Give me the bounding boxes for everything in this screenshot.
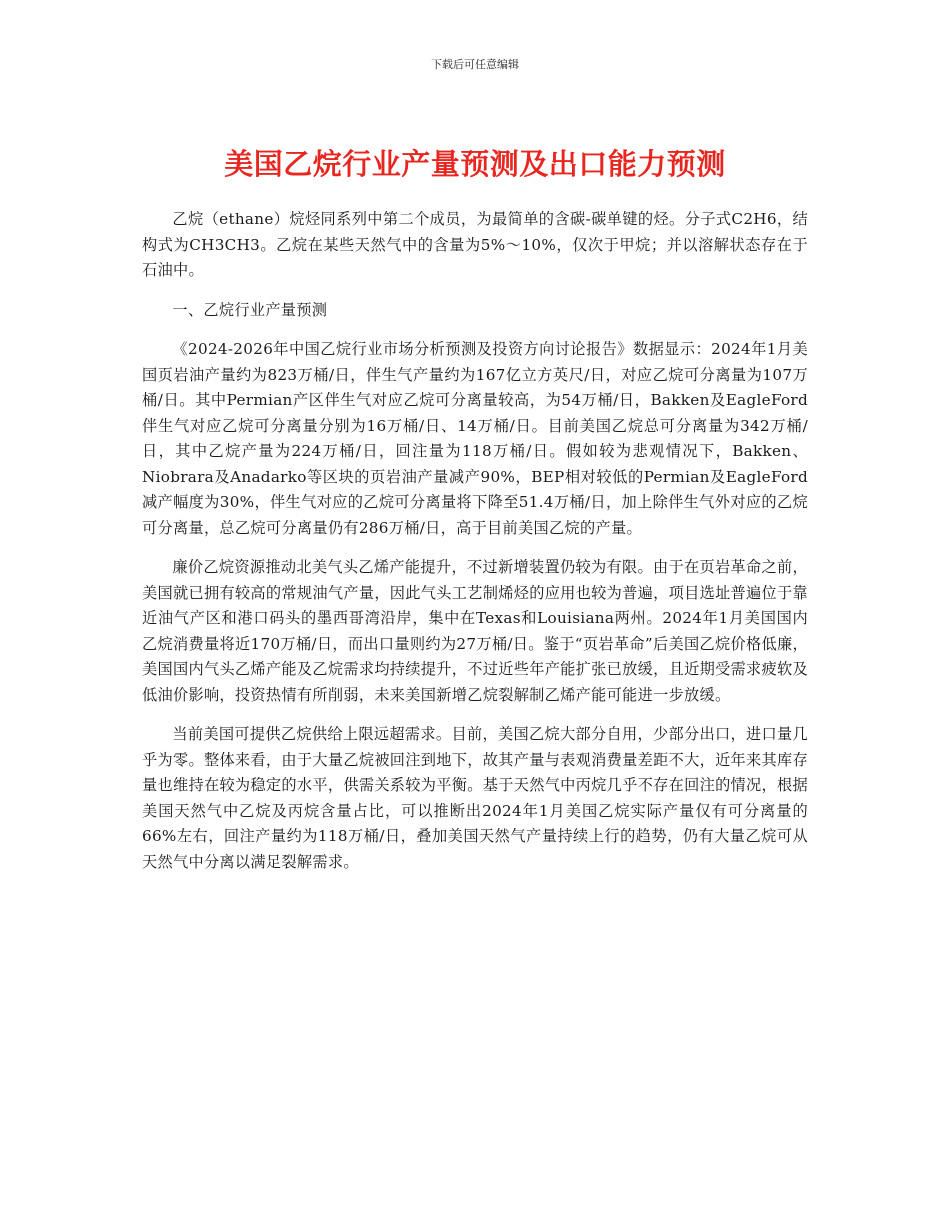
document-title: 美国乙烷行业产量预测及出口能力预测 <box>224 147 726 181</box>
supply-paragraph: 当前美国可提供乙烷供给上限远超需求。目前，美国乙烷大部分自用，少部分出口，进口量几乎为零。整体来看，由于大量乙烷被回注到地下，故其产量与表观消费量差距不大，近年来其库存量也维持在较为稳定的水平，供需关系较为平衡。基于天然气中丙烷几乎不存在回注的情况，根据美国天然气中乙烷及丙烷含量占比，可以推断出2024年1月美国乙烷实际产量仅有可分离量的66%左右，回注产量约为118万桶/日，叠加美国天然气产量持续上行的趋势，仍有大量乙烷可从天然气中分离以满足裂解需求。 <box>142 725 808 871</box>
capacity-paragraph: 廉价乙烷资源推动北美气头乙烯产能提升，不过新增装置仍较为有限。由于在页岩革命之前，美国就已拥有较高的常规油气产量，因此气头工艺制烯烃的应用也较为普遍，项目选址普遍位于靠近油气产区和港口码头的墨西哥湾沿岸，集中在Texas和Louisiana两州。2024年1月美国国内乙烷消费量将近170万桶/日，而出口量则约为27万桶/日。鉴于“页岩革命”后美国乙烷价格低廉，美国国内气头乙烯产能及乙烷需求均持续提升，不过近些年产能扩张已放缓，且近期受需求疲软及低油价影响，投资热情有所削弱，未来美国新增乙烷裂解制乙烯产能可能进一步放缓。 <box>142 558 808 704</box>
intro-paragraph: 乙烷（ethane）烷烃同系列中第二个成员，为最简单的含碳-碳单键的烃。分子式C2H6，结构式为CH3CH3。乙烷在某些天然气中的含量为5%～10%，仅次于甲烷；并以溶解状态存在于石油中。 <box>142 210 808 279</box>
section-heading: 一、乙烷行业产量预测 <box>172 300 328 319</box>
document-body <box>142 207 808 889</box>
page-header-note: 下载后可任意编辑 <box>431 58 519 71</box>
report-data-paragraph: 《2024-2026年中国乙烷行业市场分析预测及投资方向讨论报告》数据显示：2024年1月美国页岩油产量约为823万桶/日，伴生气产量约为167亿立方英尺/日，对应乙烷可分离量为107万桶/日。其中Permian产区伴生气对应乙烷可分离量较高，为54万桶/日，Bakken及EagleFord伴生气对应乙烷可分离量分别为16万桶/日、14万桶/日。目前美国乙烷总可分离量为342万桶/日，其中乙烷产量为224万桶/日，回注量为118万桶/日。假如较为悲观情况下，Bakken、Niobrara及Anadarko等区块的页岩油产量减产90%，BEP相对较低的Permian及EagleFord减产幅度为30%，伴生气对应的乙烷可分离量将下降至51.4万桶/日，加上除伴生气外对应的乙烷可分离量，总乙烷可分离量仍有286万桶/日，高于目前美国乙烷的产量。 <box>142 340 808 537</box>
